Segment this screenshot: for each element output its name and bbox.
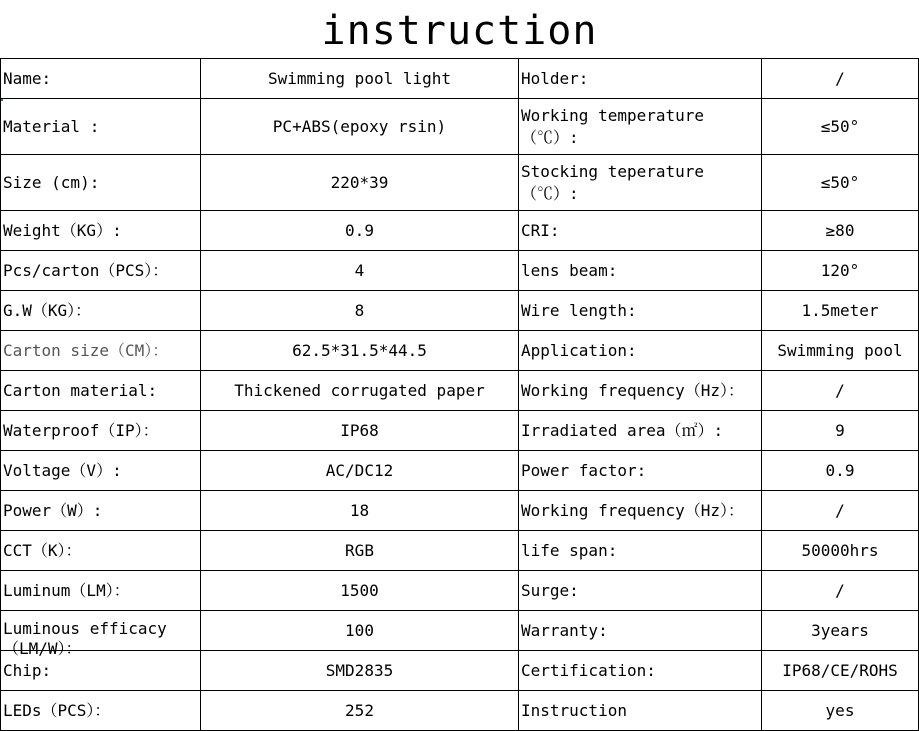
table-row	[1, 611, 919, 651]
spec-label: Wire length:	[519, 291, 762, 331]
spec-value: ≤50°	[762, 155, 919, 211]
spec-label: Size (cm):	[1, 155, 201, 211]
spec-label: Luminum（LM）：	[1, 571, 201, 611]
spec-value: 0.9	[201, 211, 519, 251]
table-row	[1, 155, 919, 211]
spec-label: Certification:	[519, 651, 762, 691]
spec-label: Carton material:	[1, 371, 201, 411]
table-row	[1, 531, 919, 571]
spec-label: Irradiated area（㎡）:	[519, 411, 762, 451]
spec-value: PC+ABS(epoxy rsin)	[201, 99, 519, 155]
spec-value: 0.9	[762, 451, 919, 491]
table-row	[1, 291, 919, 331]
spec-label: G.W（KG）：	[1, 291, 201, 331]
spec-label: Carton size（CM）：	[1, 331, 201, 371]
table-row	[1, 211, 919, 251]
spec-label: CRI:	[519, 211, 762, 251]
spec-value: IP68/CE/ROHS	[762, 651, 919, 691]
spec-label: CCT（K）：	[1, 531, 201, 571]
spec-value: /	[762, 59, 919, 99]
spec-label: Surge:	[519, 571, 762, 611]
spec-label: Working frequency（Hz）：	[519, 371, 762, 411]
spec-value: Swimming pool	[762, 331, 919, 371]
spec-label: Holder:	[519, 59, 762, 99]
table-row	[1, 411, 919, 451]
table-row	[1, 451, 919, 491]
spec-label: Material :	[1, 99, 201, 155]
spec-value: SMD2835	[201, 651, 519, 691]
spec-label	[1, 611, 201, 658]
spec-value: 62.5*31.5*44.5	[201, 331, 519, 371]
spec-value: IP68	[201, 411, 519, 451]
spec-label: Instruction	[519, 691, 762, 731]
spec-table	[0, 58, 919, 731]
spec-value: 100	[201, 611, 519, 651]
spec-label: lens beam:	[519, 251, 762, 291]
table-row	[1, 59, 919, 99]
spec-value: 120°	[762, 251, 919, 291]
spec-value: AC/DC12	[201, 451, 519, 491]
spec-value: 9	[762, 411, 919, 451]
spec-value: ≤50°	[762, 99, 919, 155]
spec-label: Name:	[1, 59, 201, 99]
spec-label: Working frequency（Hz）：	[519, 491, 762, 531]
spec-value: Thickened corrugated paper	[201, 371, 519, 411]
table-row	[1, 251, 919, 291]
spec-label: Working temperature （℃）:	[519, 99, 762, 155]
spec-label: Warranty:	[519, 611, 762, 651]
table-row	[1, 651, 919, 691]
spec-label: Chip:	[1, 651, 201, 691]
clipped-label: Luminous efficacy（LM/W）：	[3, 618, 167, 658]
document-title: instruction	[321, 8, 598, 54]
spec-value: 3years	[762, 611, 919, 651]
spec-label: Waterproof（IP）：	[1, 411, 201, 451]
spec-label: life span:	[519, 531, 762, 571]
spec-value: yes	[762, 691, 919, 731]
spec-value: /	[762, 491, 919, 531]
spec-label: Weight（KG）:	[1, 211, 201, 251]
spec-label: Voltage（V）:	[1, 451, 201, 491]
table-row	[1, 99, 919, 155]
spec-label: LEDs（PCS）：	[1, 691, 201, 731]
table-row	[1, 691, 919, 731]
spec-value: 4	[201, 251, 519, 291]
spec-label: Pcs/carton（PCS）：	[1, 251, 201, 291]
spec-label: Stocking teperature （℃）:	[519, 155, 762, 211]
spec-value: Swimming pool light	[201, 59, 519, 99]
spec-value: 252	[201, 691, 519, 731]
table-row	[1, 491, 919, 531]
spec-value: 50000hrs	[762, 531, 919, 571]
spec-label: Power factor:	[519, 451, 762, 491]
spec-value: /	[762, 571, 919, 611]
spec-value: 1.5meter	[762, 291, 919, 331]
spec-value: 8	[201, 291, 519, 331]
table-row	[1, 371, 919, 411]
spec-value: 18	[201, 491, 519, 531]
table-row	[1, 331, 919, 371]
spec-label: Power（W）:	[1, 491, 201, 531]
spec-value: 220*39	[201, 155, 519, 211]
spec-value: ≥80	[762, 211, 919, 251]
spec-label: Application:	[519, 331, 762, 371]
table-row	[1, 571, 919, 611]
spec-value: RGB	[201, 531, 519, 571]
spec-value: /	[762, 371, 919, 411]
spec-value: 1500	[201, 571, 519, 611]
